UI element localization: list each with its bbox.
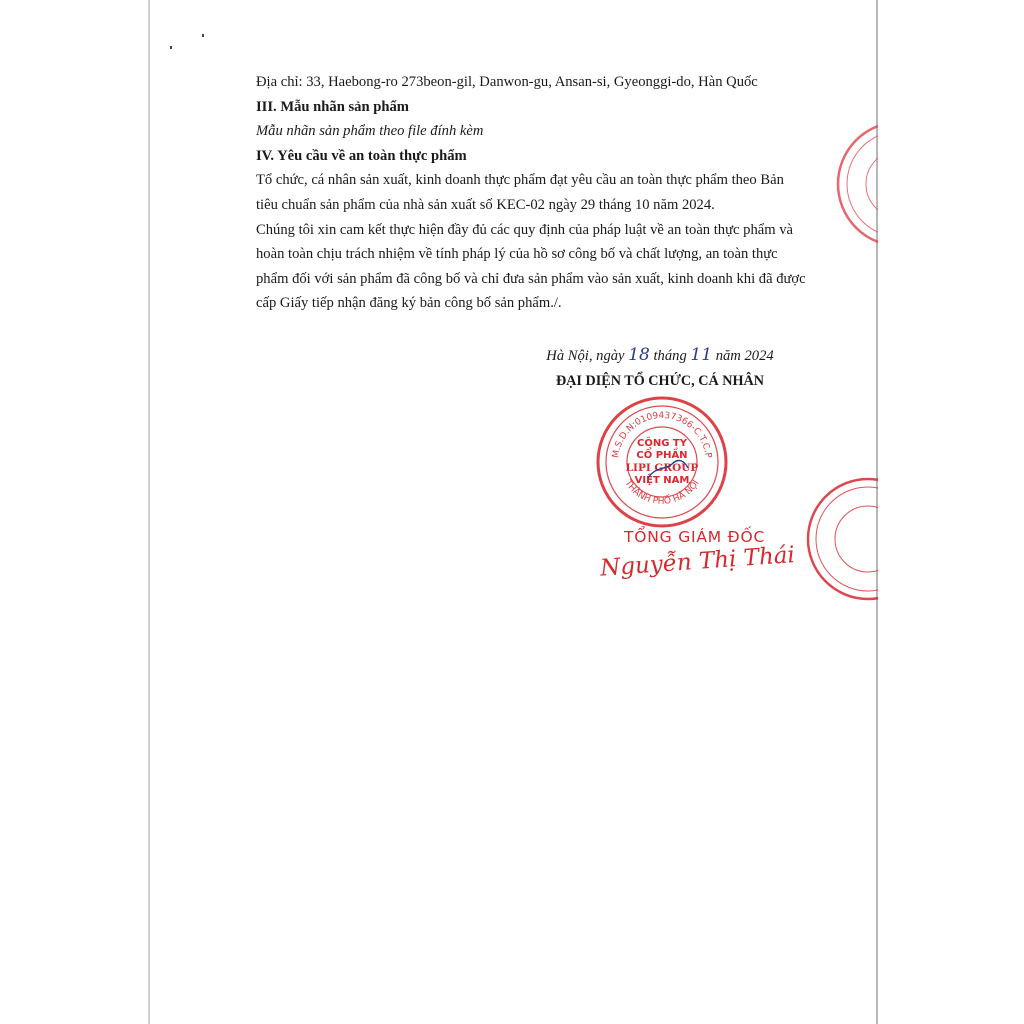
seal-center-line: LIPI GROUP xyxy=(625,462,699,474)
date-month: 11 xyxy=(690,345,713,365)
commitment-line: Chúng tôi xin cam kết thực hiện đầy đủ các quy định của pháp luật về an toàn thực phẩm và xyxy=(256,221,793,238)
signer-title: TỔNG GIÁM ĐỐC xyxy=(624,528,766,546)
representative-title: ĐẠI DIỆN TỔ CHỨC, CÁ NHÂN xyxy=(555,373,765,389)
seal-ring-text: M.S.D.N:0109437366-C.T.C.P xyxy=(611,410,713,459)
commitment-line: phẩm đối với sản phẩm đã công bố và chỉ đưa sản phẩm vào sản xuất, kinh doanh khi đã được xyxy=(256,270,806,287)
signer-name: Nguyễn Thị Thái xyxy=(599,542,796,582)
date-day: 18 xyxy=(628,345,650,365)
scan-speck xyxy=(170,46,172,49)
signature-block xyxy=(540,344,780,390)
seal-center-line: CỔ PHẦN xyxy=(636,450,688,461)
seal-ring-city: THÀNH PHỐ HÀ NỘI xyxy=(622,478,702,507)
date-year: năm 2024 xyxy=(715,348,774,364)
seal-center-line: CÔNG TY xyxy=(637,438,687,449)
seal-center-line: VIỆT NAM xyxy=(634,475,690,486)
company-seal xyxy=(594,394,730,530)
partial-seal-top xyxy=(834,118,878,250)
section-4-paragraph-line: Tổ chức, cá nhân sản xuất, kinh doanh thực phẩm đạt yêu cầu an toàn thực phẩm theo Bản xyxy=(256,172,784,189)
address-line: Địa chỉ: 33, Haebong-ro 273beon-gil, Danwon-gu, Ansan-si, Gyeonggi-do, Hàn Quốc xyxy=(256,74,758,90)
date-place: Hà Nội, ngày xyxy=(546,348,625,364)
date-month-label: tháng xyxy=(653,348,687,364)
scan-speck xyxy=(202,34,204,37)
scan-edge-left xyxy=(148,0,150,1024)
signer-block xyxy=(599,528,820,582)
section-4-heading: IV. Yêu cầu về an toàn thực phẩm xyxy=(256,147,467,164)
section-3-heading: III. Mẫu nhãn sản phẩm xyxy=(256,98,409,115)
date-line xyxy=(540,344,780,367)
section-3-body: Mẫu nhãn sản phẩm theo file đính kèm xyxy=(256,123,484,140)
section-4-paragraph-line: tiêu chuẩn sản phẩm của nhà sản xuất số KEC-02 ngày 29 tháng 10 năm 2024. xyxy=(256,196,715,213)
commitment-line: cấp Giấy tiếp nhận đăng ký bản công bố sản phẩm./. xyxy=(256,295,562,312)
commitment-line: hoàn toàn chịu trách nhiệm về tính pháp lý của hồ sơ công bố và chất lượng, an toàn thực xyxy=(256,246,778,263)
document-body xyxy=(256,70,806,316)
